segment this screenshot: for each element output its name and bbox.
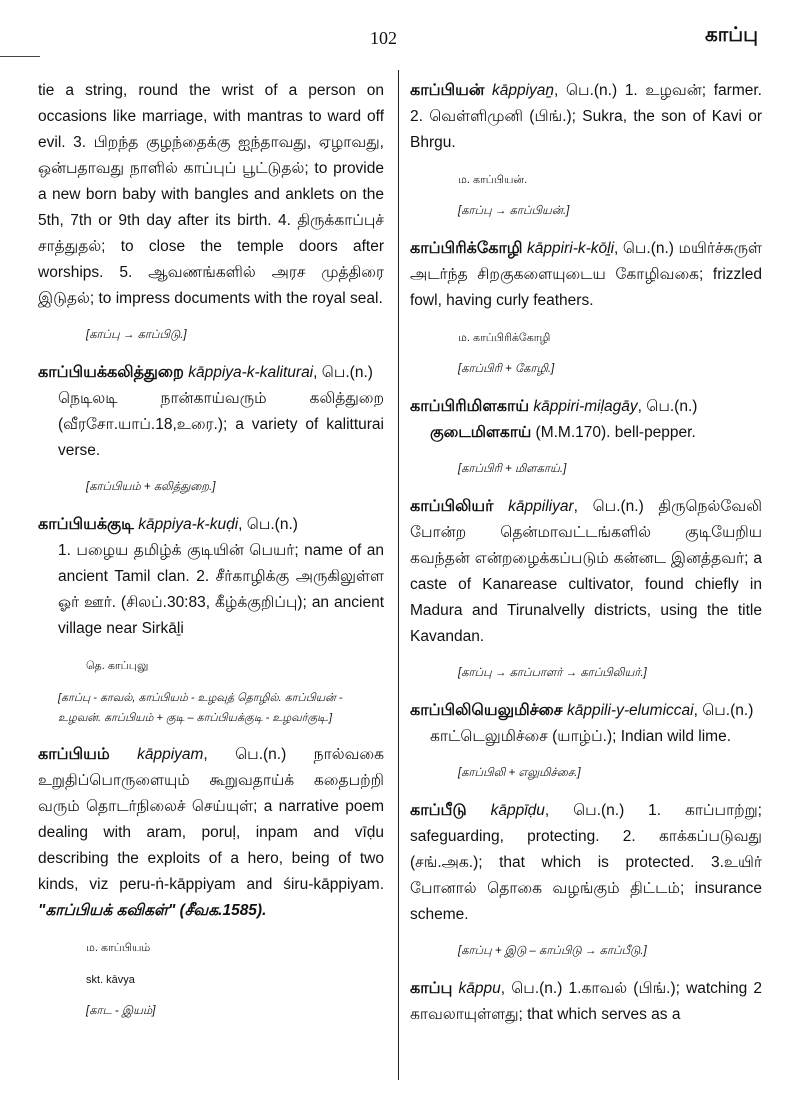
- transliteration: kāppiya-k-kuḍi: [138, 516, 239, 533]
- part-of-speech: , பெ.(n.): [637, 398, 698, 415]
- part-of-speech: , பெ.(n.): [554, 82, 618, 99]
- headword: காப்பீடு: [410, 802, 467, 819]
- cognate: ம. காப்பியம்: [86, 942, 151, 954]
- headword: காப்பிரிமிளகாய்: [410, 398, 530, 415]
- part-of-speech: , பெ.(n.): [203, 746, 287, 763]
- definition-term: குடைமிளகாய்: [430, 424, 532, 441]
- definition: நால்வகை உறுதிப்பொருளையும் கூறுவதாய்க் கதைபற்றி வரும் தொடர்நிலைச் செய்யுள்; a narrative poem dealing with aram, poruḷ, inpam and vīḍu describing the exploits of a hero, being of two kinds, viz peru-ṅ-kāppiyam and śiru-kāppiyam.: [38, 746, 384, 893]
- part-of-speech: , பெ.(n.): [238, 516, 298, 533]
- headword: காப்பியக்கலித்துறை: [38, 364, 184, 381]
- definition: 1. காப்பாற்று; safeguarding, protecting. 2. காக்கப்படுவது (சங்.அக.); that which is protected. 3.உயிர் போனால் தொகை வழங்கும் திட்டம்; insurance scheme.: [410, 802, 762, 923]
- cognate: ம. காப்பிரிக்கோழி: [458, 332, 551, 344]
- part-of-speech: , பெ.(n.): [544, 802, 625, 819]
- transliteration: kāppu: [458, 980, 501, 997]
- dictionary-entry: [410, 698, 762, 750]
- transliteration: kāppīḍu: [490, 802, 545, 819]
- definition: 1. பழைய தமிழ்க் குடியின் பெயர்; name of an ancient Tamil clan. 2. சீர்காழிக்கு அருகிலுள்ள ஓர் ஊர். (சிலப்.30:83, கீழ்க்குறிப்பு); an ancient village near Sirkāḻi: [58, 542, 384, 637]
- part-of-speech: , பெ.(n.): [500, 980, 563, 997]
- cognate: தெ. காப்புலு: [86, 660, 149, 672]
- definition: காட்டெலுமிச்சை (யாழ்ப்.); Indian wild lime.: [430, 728, 732, 745]
- etymology: [காப்பு + இடு – காப்பிடு → காப்பீடு.]: [458, 945, 647, 957]
- dictionary-entry: [410, 394, 762, 446]
- definition: 1. உழவன்; farmer. 2. வெள்ளிமுனி (பிங்.); Sukra, the son of Kavi or Bhrgu.: [410, 82, 762, 151]
- part-of-speech: , பெ.(n.): [614, 240, 674, 257]
- dictionary-entry: [38, 512, 384, 642]
- definition: மயிர்ச்சுருள் அடர்ந்த சிறகுகளையுடைய கோழிவகை; frizzled fowl, having curly feathers.: [410, 240, 762, 309]
- definition: நெடிலடி நான்காய்வரும் கலித்துறை (வீரசோ.யாப்.18,உரை.); a variety of kalitturai verse.: [58, 390, 384, 459]
- dictionary-entry: [38, 742, 384, 924]
- part-of-speech: , பெ.(n.): [313, 364, 373, 381]
- headword: காப்பியம்: [38, 746, 110, 763]
- transliteration: kāppiyaṉ: [491, 82, 555, 99]
- cognate: ம. காப்பியன்.: [458, 174, 528, 186]
- dictionary-entry: [410, 236, 762, 314]
- dictionary-entry: [38, 360, 384, 464]
- transliteration: kāppiri-k-kōḻi: [527, 240, 615, 257]
- dictionary-entry: [410, 798, 762, 928]
- etymology: [காப்பு → காப்பிடு.]: [86, 329, 187, 341]
- transliteration: kāppiliyar: [508, 498, 574, 515]
- headword: காப்பிலியர்: [410, 498, 494, 515]
- etymology: [காப்பு → காப்பாளர் → காப்பிலியர்.]: [458, 667, 647, 679]
- continued-entry-text: tie a string, round the wrist of a person on occasions like marriage, with mantras to ward off evil. 3. பிறந்த குழந்தைக்கு ஐந்தாவது, ஏழாவது, ஒன்பதாவது நாளில் காப்புப் பூட்டுதல்; to provide a new born baby with bangles and anklets on the 5th, 7th or 9th day after its birth. 4. திருக்காப்புச் சாத்துதல்; to close the temple doors after worships. 5. ஆவணங்களில் அரச முத்திரை இடுதல்; to impress documents with the royal seal.: [38, 82, 384, 307]
- top-rule: [0, 56, 40, 57]
- column-divider: [398, 70, 399, 1080]
- etymology: [காப்பிலி + எலுமிச்சை.]: [458, 767, 581, 779]
- etymology: [காப்பியம் + கலித்துறை.]: [86, 481, 216, 493]
- left-column: [38, 78, 384, 1036]
- definition: [410, 420, 762, 446]
- etymology: [காப்பிரி + கோழி.]: [458, 363, 555, 375]
- transliteration: kāppiri-miḷagāy: [533, 398, 638, 415]
- definition: திருநெல்வேலி போன்ற தென்மாவட்டங்களில் குடியேறிய கவந்தன் என்றழைக்கப்படும் கன்னட இனத்தவர்; a caste of Kanarease cultivator, found chiefly in Madura and Tirunalvelly districts, using the title Kavandan.: [410, 498, 762, 645]
- headword: காப்பியக்குடி: [38, 516, 134, 533]
- etymology: [காப்பிரி + மிளகாய்.]: [458, 463, 567, 475]
- transliteration: kāppiya-k-kaliturai: [188, 364, 314, 381]
- cognate: skt. kāvya: [86, 974, 135, 986]
- etymology: [காப்பு → காப்பியன்.]: [458, 205, 570, 217]
- page-number: 102: [370, 28, 397, 48]
- quotation: "காப்பியக் கவிகள்" (சீவக.1585).: [38, 902, 267, 919]
- part-of-speech: , பெ.(n.): [573, 498, 644, 515]
- headword: காப்பு: [410, 980, 453, 997]
- right-column: [410, 78, 762, 1032]
- headword: காப்பியன்: [410, 82, 485, 99]
- dictionary-entry: [410, 78, 762, 156]
- etymology: [காப்பு - காவல், காப்பியம் - உழவுத் தொழில். காப்பியன் - உழவன். காப்பியம் + குடி – காப்பியக்குடி - உழவர்குடி.]: [58, 692, 343, 724]
- transliteration: kāppili-y-elumiccai: [566, 702, 694, 719]
- headword: காப்பிலியெலுமிச்சை: [410, 702, 563, 719]
- dictionary-entry: [410, 976, 762, 1028]
- etymology: [காட - இயம்]: [86, 1005, 156, 1017]
- headword: காப்பிரிக்கோழி: [410, 240, 523, 257]
- running-head: காப்பு: [704, 24, 758, 46]
- definition: 1.காவல் (பிங்.); watching 2 காவலாயுள்ளது; that which serves as a: [410, 980, 762, 1023]
- dictionary-entry: [410, 494, 762, 650]
- definition-text: (M.M.170). bell-pepper.: [531, 424, 696, 441]
- transliteration: kāppiyam: [137, 746, 204, 763]
- part-of-speech: , பெ.(n.): [693, 702, 754, 719]
